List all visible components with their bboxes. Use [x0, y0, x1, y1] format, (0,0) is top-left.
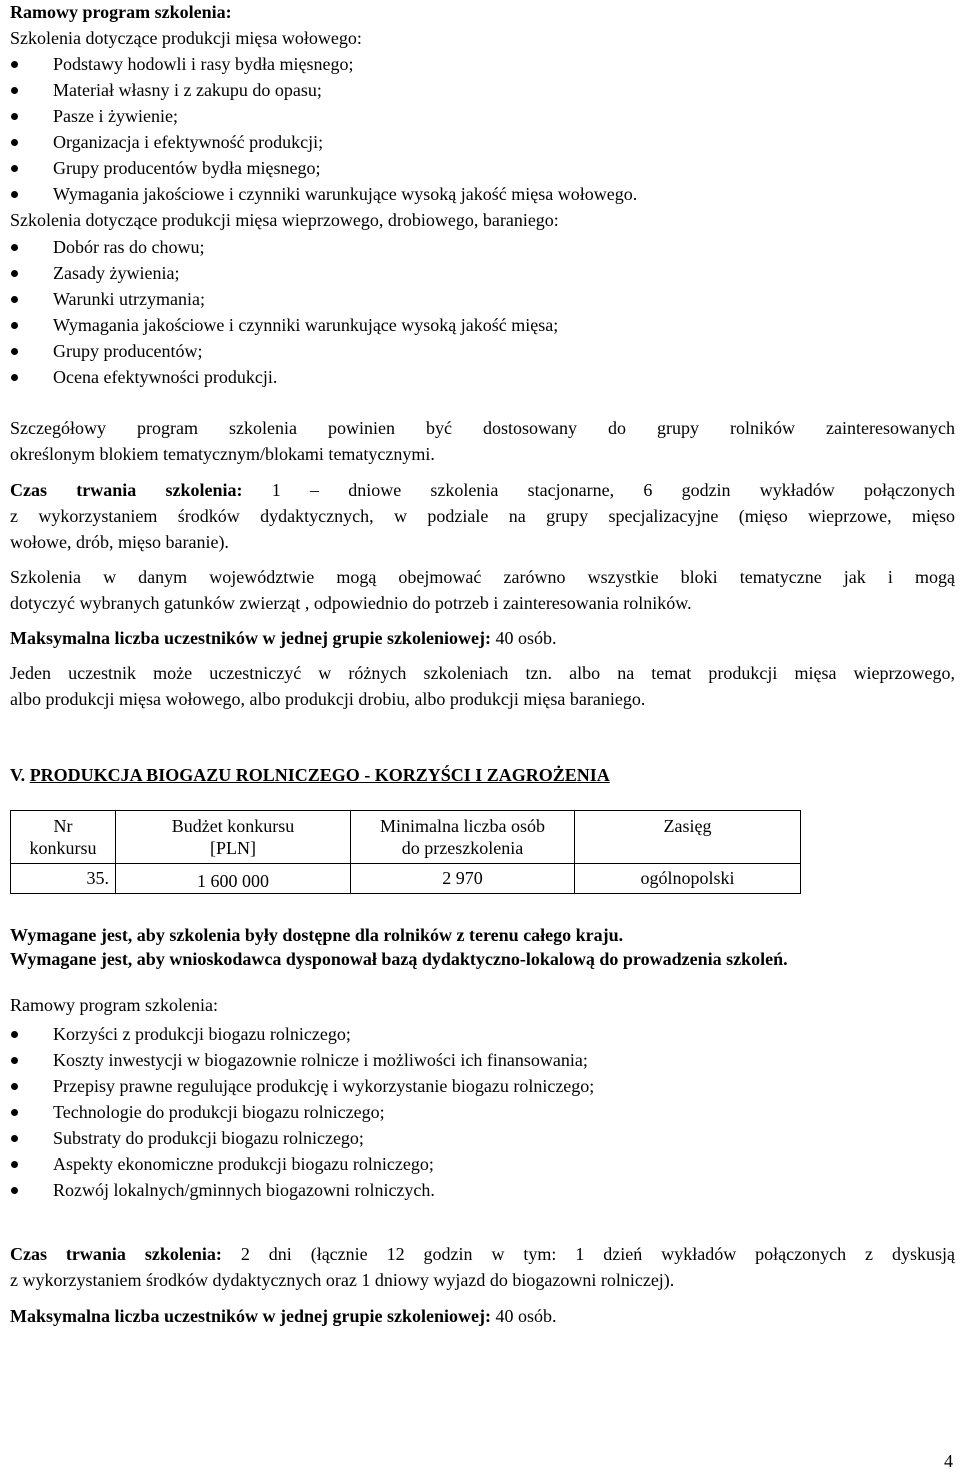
- list-item: Warunki utrzymania;: [10, 288, 558, 314]
- list-item: Organizacja i efektywność produkcji;: [10, 131, 637, 157]
- header-cell-number: Nr konkursu: [11, 811, 116, 864]
- section-number: V.: [10, 765, 30, 785]
- list-item: Grupy producentów;: [10, 340, 558, 366]
- duration-label: Czas trwania szkolenia:: [10, 1244, 222, 1264]
- duration-value: 2 dni (łącznie 12 godzin w tym: 1 dzień wykładów połączonych z dyskusją: [221, 1244, 955, 1264]
- region-line-1: Szkolenia w danym województwie mogą obejmować zarówno wszystkie bloki tematyczne jak i mogą: [10, 567, 955, 587]
- cell-number: 35.: [11, 864, 116, 894]
- list-item: Korzyści z produkcji biogazu rolniczego;: [10, 1023, 594, 1049]
- list-item: Grupy producentów bydła mięsnego;: [10, 157, 637, 183]
- program-title-2: Ramowy program szkolenia:: [10, 995, 218, 1015]
- max-participants-value: 40 osób.: [490, 628, 557, 648]
- section-heading: [10, 764, 610, 786]
- requirement-1: Wymagane jest, aby szkolenia były dostępne dla rolników z terenu całego kraju.: [10, 925, 624, 945]
- detail-paragraph-line-2: określonym blokiem tematycznym/blokami tematycznymi.: [10, 444, 435, 464]
- max-participants-value: 40 osób.: [490, 1306, 557, 1326]
- list-item: Podstawy hodowli i rasy bydła mięsnego;: [10, 53, 637, 79]
- requirement-2: Wymagane jest, aby wnioskodawca dysponował bazą dydaktyczno-lokalową do prowadzenia szkoleń.: [10, 949, 788, 969]
- single-participant-line-2: albo produkcji mięsa wołowego, albo produkcji drobiu, albo produkcji mięsa baraniego.: [10, 689, 646, 709]
- duration-2-line-1: [10, 1243, 955, 1265]
- header-cell-min-participants: Minimalna liczba osób do przeszkolenia: [351, 811, 575, 864]
- beef-intro: Szkolenia dotyczące produkcji mięsa wołowego:: [10, 28, 362, 48]
- duration-line-2: z wykorzystaniem środków dydaktycznych, w podziale na grupy specjalizacyjne (mięso wieprzowe, mięso: [10, 506, 955, 526]
- contest-table: [10, 810, 801, 894]
- cell-min-participants: 2 970: [351, 864, 575, 894]
- section-title: PRODUKCJA BIOGAZU ROLNICZEGO - KORZYŚCI I ZAGROŻENIA: [29, 765, 610, 785]
- max-participants-label: Maksymalna liczba uczestników w jednej grupie szkoleniowej:: [10, 1306, 491, 1326]
- program-title: Ramowy program szkolenia:: [10, 2, 232, 22]
- list-item: Wymagania jakościowe i czynniki warunkujące wysoką jakość mięsa;: [10, 314, 558, 340]
- list-item: Wymagania jakościowe i czynniki warunkujące wysoką jakość mięsa wołowego.: [10, 183, 637, 209]
- max-participants: [10, 627, 557, 649]
- duration-value: 1 – dniowe szkolenia stacjonarne, 6 godzin wykładów połączonych: [242, 480, 955, 500]
- list-item: Rozwój lokalnych/gminnych biogazowni rolniczych.: [10, 1179, 594, 1205]
- beef-topics-list: [10, 53, 637, 209]
- list-item: Pasze i żywienie;: [10, 105, 637, 131]
- max-participants-label: Maksymalna liczba uczestników w jednej grupie szkoleniowej:: [10, 628, 491, 648]
- other-meat-intro: Szkolenia dotyczące produkcji mięsa wieprzowego, drobiowego, baraniego:: [10, 210, 559, 230]
- max-participants-2: [10, 1305, 557, 1327]
- page-number: 4: [944, 1451, 953, 1471]
- list-item: Aspekty ekonomiczne produkcji biogazu rolniczego;: [10, 1153, 594, 1179]
- list-item: Dobór ras do chowu;: [10, 236, 558, 262]
- single-participant-line-1: Jeden uczestnik może uczestniczyć w różnych szkoleniach tzn. albo na temat produkcji mięsa wieprzowego,: [10, 663, 955, 683]
- list-item: Substraty do produkcji biogazu rolniczego;: [10, 1127, 594, 1153]
- table-header-row: [11, 811, 801, 864]
- other-meat-topics-list: [10, 236, 558, 392]
- detail-paragraph-line-1: Szczegółowy program szkolenia powinien być dostosowany do grupy rolników zainteresowanych: [10, 418, 955, 438]
- region-line-2: dotyczyć wybranych gatunków zwierząt , odpowiednio do potrzeb i zainteresowania rolników.: [10, 593, 692, 613]
- list-item: Zasady żywienia;: [10, 262, 558, 288]
- list-item: Materiał własny i z zakupu do opasu;: [10, 79, 637, 105]
- table-row: [11, 864, 801, 894]
- biogas-topics-list: [10, 1023, 594, 1205]
- list-item: Technologie do produkcji biogazu rolniczego;: [10, 1101, 594, 1127]
- header-cell-budget: Budżet konkursu [PLN]: [116, 811, 351, 864]
- duration-line-3: wołowe, drób, mięso baranie).: [10, 532, 229, 552]
- header-cell-range: Zasięg: [575, 811, 801, 864]
- duration-line-1: [10, 479, 955, 501]
- cell-budget: 1 600 000: [116, 864, 351, 894]
- duration-label: Czas trwania szkolenia:: [10, 480, 243, 500]
- list-item: Ocena efektywności produkcji.: [10, 366, 558, 392]
- list-item: Koszty inwestycji w biogazownie rolnicze i możliwości ich finansowania;: [10, 1049, 594, 1075]
- list-item: Przepisy prawne regulujące produkcję i wykorzystanie biogazu rolniczego;: [10, 1075, 594, 1101]
- duration-2-line-2: z wykorzystaniem środków dydaktycznych oraz 1 dniowy wyjazd do biogazowni rolniczej).: [10, 1270, 675, 1290]
- cell-range: ogólnopolski: [575, 864, 801, 894]
